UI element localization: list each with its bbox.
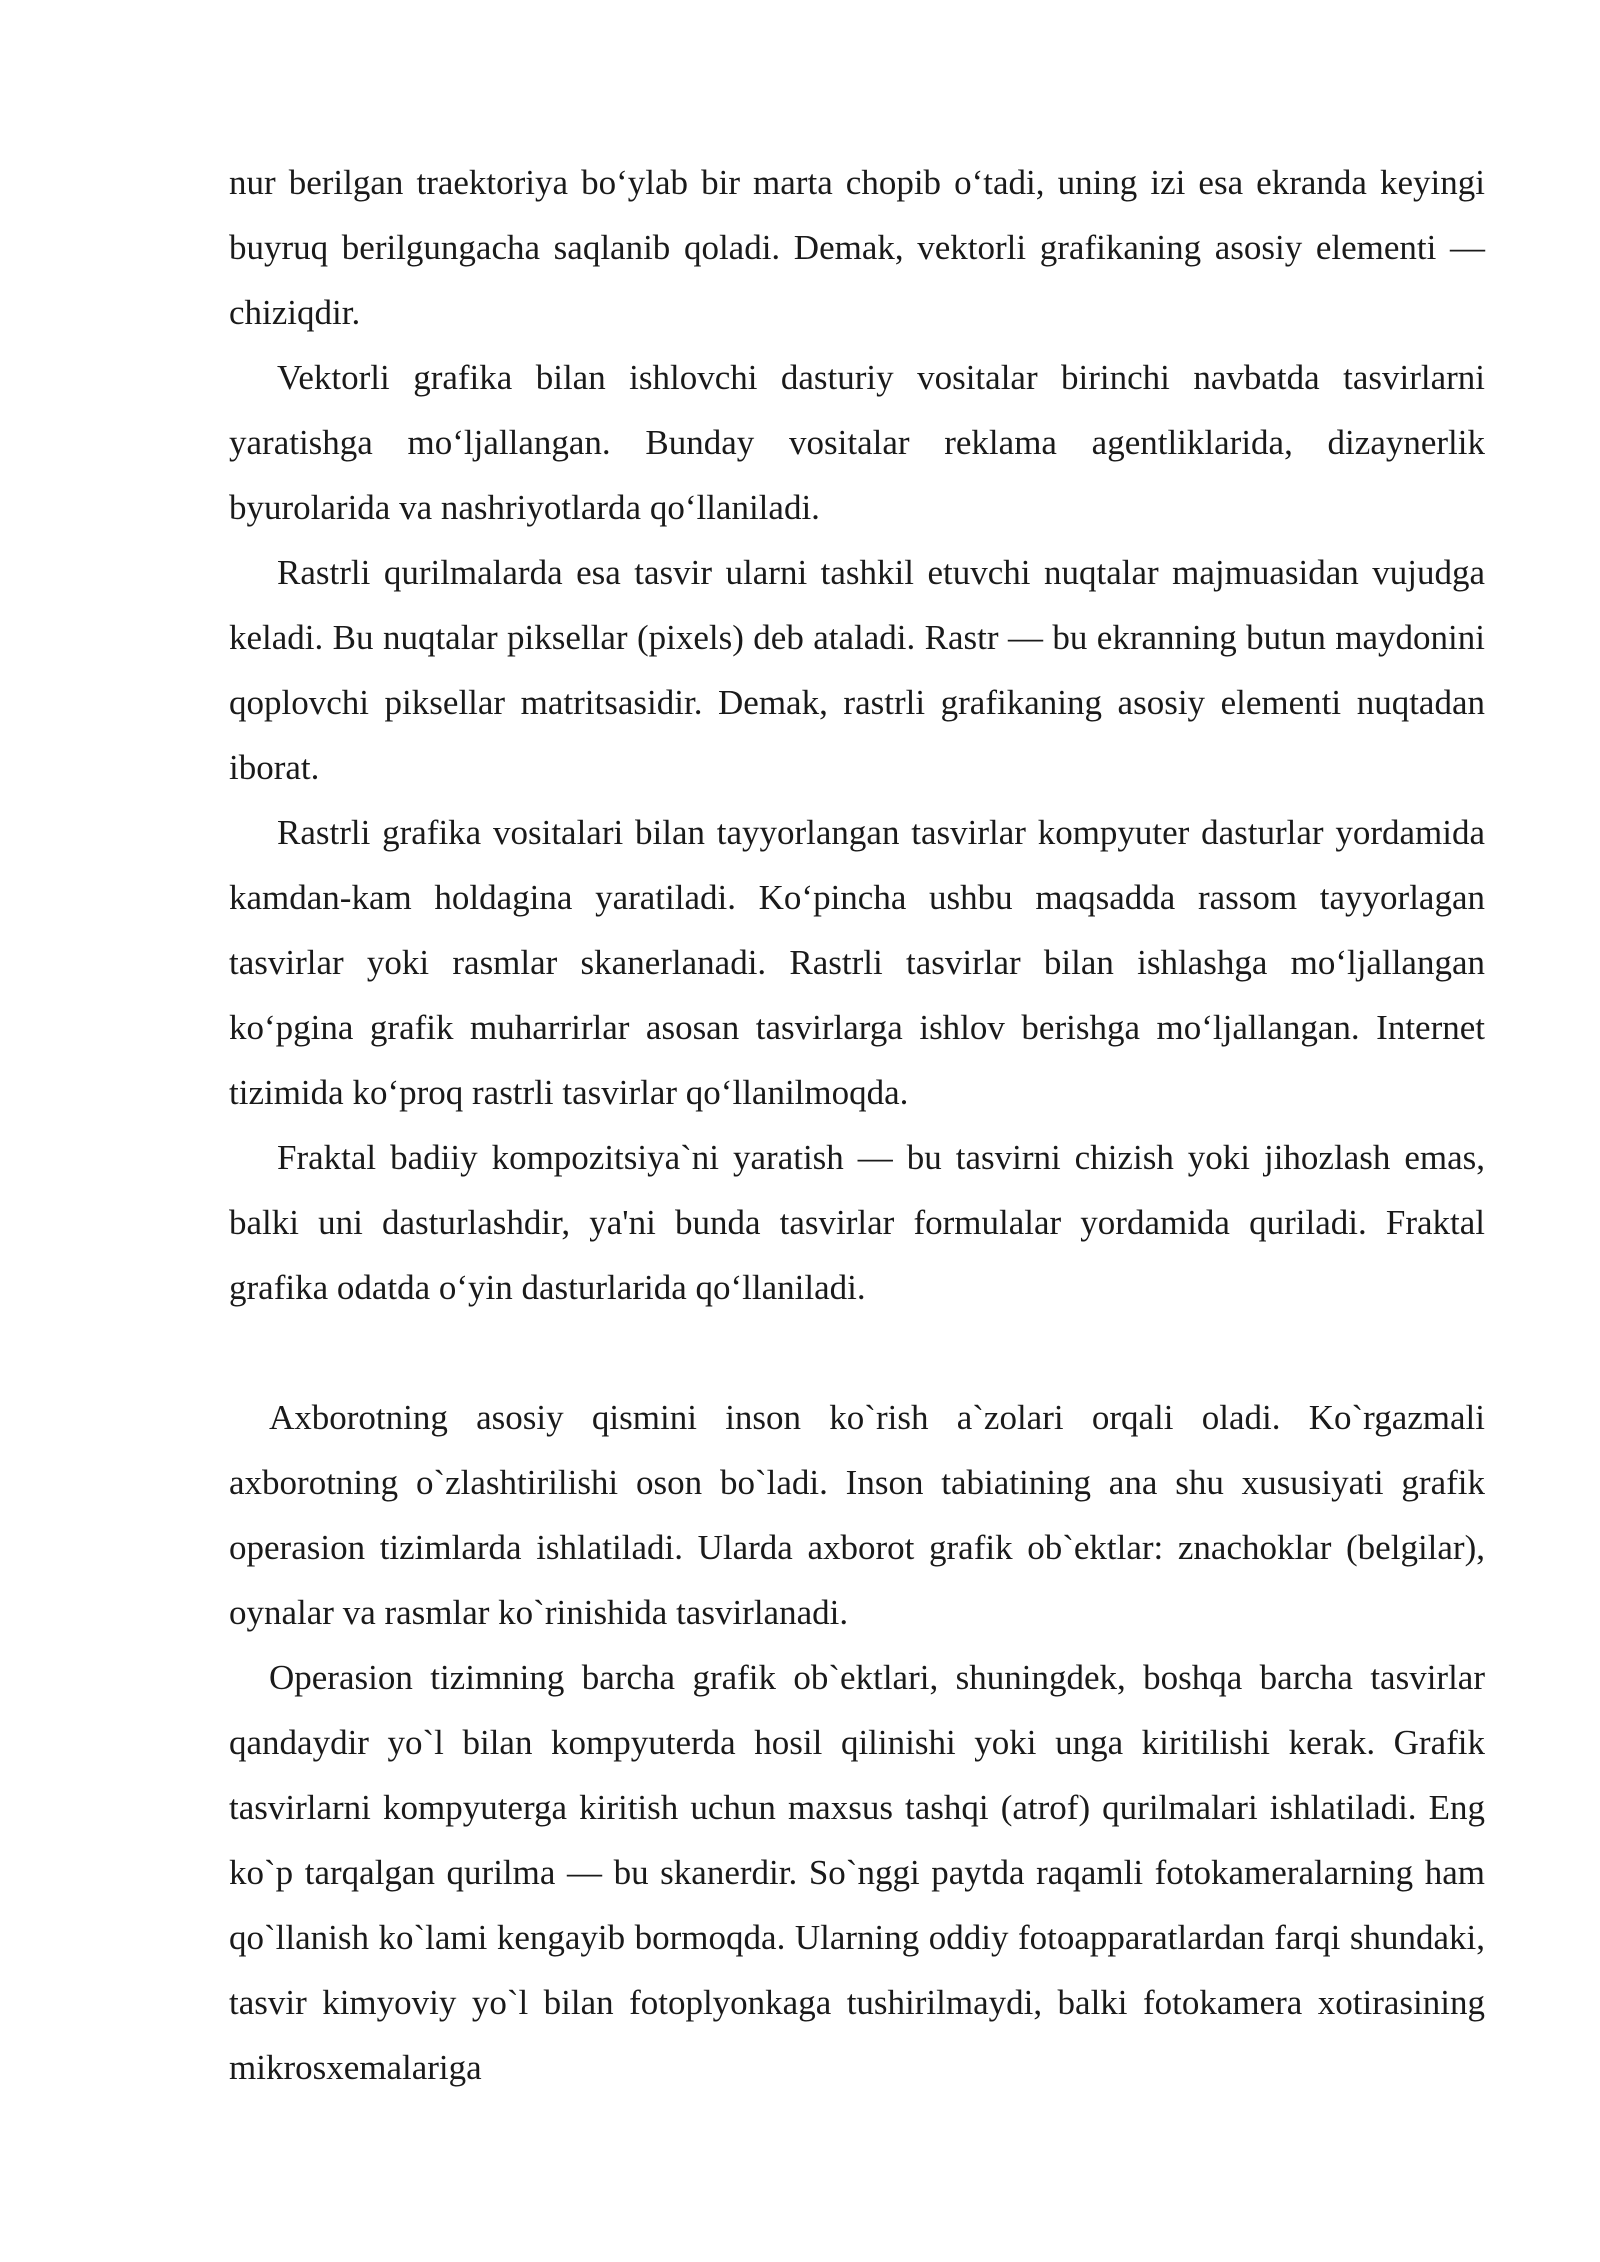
- paragraph-fractal: Fraktal badiiy kompozitsiya`ni yaratish — bu tasvirni chizish yoki jihozlash emas, balki uni dasturlashdir, ya'ni bunda tasvirlar formulalar yordamida quriladi. Fraktal grafika odatda o‘yin dasturlarida qo‘llaniladi.: [229, 1138, 1485, 1307]
- paragraph-visual-information: Axborotning asosiy qismini inson ko`rish a`zolari orqali oladi. Ko`rgazmali axborotning o`zlashtirilishi oson bo`ladi. Inson tabiatining ana shu xususiyati grafik operasion tizimlarda ishlatiladi. Ularda axborot grafik ob`ektlar: znachoklar (belgilar), oynalar va rasmlar ko`rinishida tasvirlanadi.: [229, 1398, 1485, 1632]
- paragraph-graphic-input: Operasion tizimning barcha grafik ob`ektlari, shuningdek, boshqa barcha tasvirlar qandaydir yo`l bilan kompyuterda hosil qilinishi yoki unga kiritilishi kerak. Grafik tasvirlarni kompyuterga kiritish uchun maxsus tashqi (atrof) qurilmalari ishlatiladi. Eng ko`p tarqalgan qurilma — bu skanerdir. So`nggi paytda raqamli fotokameralarning ham qo`llanish ko`lami kengayib bormoqda. Ularning oddiy fotoapparatlardan farqi shundaki, tasvir kimyoviy yo`l bilan fotoplyonkaga tushirilmaydi, balki fotokamera xotirasining mikrosxemalariga: [229, 1658, 1485, 2087]
- section-spacer: [229, 1320, 1485, 1385]
- paragraph-raster-devices: Rastrli qurilmalarda esa tasvir ularni tashkil etuvchi nuqtalar majmuasidan vujudga keladi. Bu nuqtalar piksellar (pixels) deb ataladi. Rastr — bu ekranning butun maydonini qoplovchi piksellar matritsasidir. Demak, rastrli grafikaning asosiy elementi nuqtadan iborat.: [229, 553, 1485, 787]
- document-body: [229, 150, 1485, 2100]
- paragraph-raster-tools: Rastrli grafika vositalari bilan tayyorlangan tasvirlar kompyuter dasturlar yordamida kamdan-kam holdagina yaratiladi. Ko‘pincha ushbu maqsadda rassom tayyorlagan tasvirlar yoki rasmlar skanerlanadi. Rastrli tasvirlar bilan ishlashga mo‘ljallangan ko‘pgina grafik muharrirlar asosan tasvirlarga ishlov berishga mo‘ljallangan. Internet tizimida ko‘proq rastrli tasvirlar qo‘llanilmoqda.: [229, 813, 1485, 1112]
- paragraph-vector-software: Vektorli grafika bilan ishlovchi dasturiy vositalar birinchi navbatda tasvirlarni yaratishga mo‘ljallangan. Bunday vositalar reklama agentliklarida, dizaynerlik byurolarida va nashriyotlarda qo‘llaniladi.: [229, 358, 1485, 527]
- paragraph-vector-continuation: nur berilgan traektoriya bo‘ylab bir marta chopib o‘tadi, uning izi esa ekranda keyingi buyruq berilgungacha saqlanib qoladi. Demak, vektorli grafikaning asosiy elementi — chiziqdir.: [229, 163, 1485, 332]
